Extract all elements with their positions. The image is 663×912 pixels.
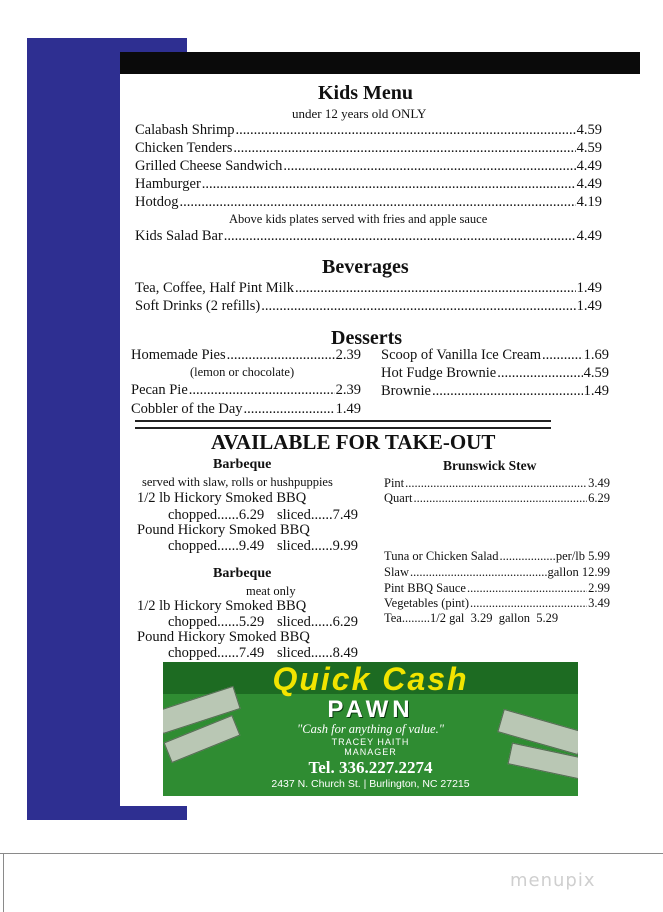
- item-price: 4.59: [583, 365, 609, 381]
- desserts-title: Desserts: [331, 327, 403, 349]
- ad-tagline: "Cash for anything of value.": [297, 722, 444, 736]
- menu-item: [135, 158, 602, 175]
- kids-menu-subtitle: under 12 years old ONLY: [292, 106, 427, 121]
- item-price: 4.59: [576, 140, 602, 156]
- item-price: 1.49: [576, 280, 602, 296]
- item-name: Tuna or Chicken Salad: [384, 549, 499, 563]
- item-name: Chicken Tenders: [135, 140, 233, 156]
- beverages-title: Beverages: [322, 256, 409, 278]
- item-name: Hot Fudge Brownie: [381, 365, 497, 381]
- pawn-advertisement: [163, 662, 578, 796]
- item-price: 2.39: [335, 382, 361, 398]
- brunswick-stew-title: Brunswick Stew: [443, 458, 537, 473]
- item-price: 4.49: [576, 158, 602, 174]
- watermark: menupix: [510, 870, 596, 891]
- bbq-pound-chopped: chopped......9.49: [168, 538, 265, 554]
- item-name: Brownie: [381, 383, 431, 399]
- item-price: 1.49: [576, 298, 602, 314]
- menu-item: [135, 228, 602, 245]
- item-name: Homemade Pies: [131, 347, 226, 363]
- item-name: Pint BBQ Sauce: [384, 581, 466, 595]
- item-price: 1.49: [335, 401, 361, 417]
- manager-title: MANAGER: [344, 747, 397, 757]
- menu-item: [381, 347, 609, 364]
- menu-item: [135, 194, 602, 211]
- menu-item: [135, 280, 602, 297]
- kids-plates-note: Above kids plates served with fries and apple sauce: [229, 212, 488, 226]
- item-name: Calabash Shrimp: [135, 122, 235, 138]
- bbq-meat-pound: Pound Hickory Smoked BBQ: [137, 629, 310, 645]
- ad-address: 2437 N. Church St. | Burlington, NC 27215: [271, 778, 470, 790]
- menu-item: [384, 491, 610, 506]
- ad-manager: [163, 737, 578, 757]
- item-price: 4.59: [576, 122, 602, 138]
- item-price: 2.39: [335, 347, 361, 363]
- bbq-half-chopped: chopped......6.29: [168, 507, 265, 523]
- item-name: Quart: [384, 491, 413, 505]
- item-price: 3.49: [588, 596, 610, 610]
- menu-item: [384, 596, 610, 611]
- item-price: 4.49: [576, 228, 602, 244]
- item-price: 6.29: [588, 491, 610, 505]
- bbq-meat-pound-sliced: sliced......8.49: [277, 645, 358, 661]
- item-name: Pecan Pie: [131, 382, 188, 398]
- menu-item: [135, 122, 602, 139]
- item-price: 1.69: [583, 347, 609, 363]
- item-name: Slaw: [384, 565, 409, 579]
- menu-item: [135, 140, 602, 157]
- item-name: Soft Drinks (2 refills): [135, 298, 261, 314]
- item-name: Pint: [384, 476, 405, 490]
- pies-flavor-note: (lemon or chocolate): [190, 365, 295, 379]
- kids-menu-title: Kids Menu: [318, 82, 414, 104]
- bbq-meat-half-sliced: sliced......6.29: [277, 614, 358, 630]
- menu-item: [131, 347, 361, 364]
- manager-name: TRACEY HAITH: [331, 737, 410, 747]
- item-price: gallon 12.99: [547, 565, 610, 579]
- menu-item: [131, 401, 361, 418]
- menu-item: [131, 382, 361, 399]
- bbq-meat-note: meat only: [246, 584, 296, 598]
- scan-edge-line: [0, 853, 663, 854]
- menu-item: [384, 565, 610, 580]
- menu-item: [381, 383, 609, 400]
- bbq-meat-half-lb: 1/2 lb Hickory Smoked BBQ: [137, 598, 307, 614]
- item-price: per/lb 5.99: [555, 549, 610, 563]
- bbq-half-lb: 1/2 lb Hickory Smoked BBQ: [137, 490, 307, 506]
- bbq-meat-title: Barbeque: [213, 566, 272, 581]
- ad-phone: Tel. 336.227.2274: [308, 758, 433, 777]
- bbq-meat-half-chopped: chopped......5.29: [168, 614, 265, 630]
- bbq-half-sliced: sliced......7.49: [277, 507, 358, 523]
- item-price: 2.99: [588, 581, 610, 595]
- item-price: 4.49: [576, 176, 602, 192]
- takeout-title: AVAILABLE FOR TAKE-OUT: [211, 430, 496, 454]
- tea-prices: Tea.........1/2 gal 3.29 gallon 5.29: [384, 611, 559, 625]
- menu-item: [384, 581, 610, 596]
- menu-item: [135, 298, 602, 315]
- header-bar: [120, 52, 640, 74]
- section-divider: [135, 420, 551, 429]
- bbq-note: served with slaw, rolls or hushpuppies: [142, 475, 333, 489]
- bbq-pound-sliced: sliced......9.99: [277, 538, 358, 554]
- item-name: Tea, Coffee, Half Pint Milk: [135, 280, 294, 296]
- menu-item: [381, 365, 609, 382]
- bbq-title: Barbeque: [213, 457, 272, 472]
- item-name: Grilled Cheese Sandwich: [135, 158, 283, 174]
- menu-item: [384, 476, 610, 491]
- item-name: Scoop of Vanilla Ice Cream: [381, 347, 541, 363]
- ad-title: Quick Cash: [272, 662, 469, 697]
- item-price: 3.49: [588, 476, 610, 490]
- scan-edge-line: [3, 853, 4, 912]
- item-name: Hotdog: [135, 194, 179, 210]
- item-price: 1.49: [583, 383, 609, 399]
- menu-item: [384, 549, 610, 564]
- ad-brand: PAWN: [327, 696, 414, 723]
- item-name: Kids Salad Bar: [135, 228, 223, 244]
- menu-item: [135, 176, 602, 193]
- item-name: Cobbler of the Day: [131, 401, 243, 417]
- bbq-pound: Pound Hickory Smoked BBQ: [137, 522, 310, 538]
- item-name: Hamburger: [135, 176, 201, 192]
- item-name: Vegetables (pint): [384, 596, 470, 610]
- bbq-meat-pound-chopped: chopped......7.49: [168, 645, 265, 661]
- item-price: 4.19: [576, 194, 602, 210]
